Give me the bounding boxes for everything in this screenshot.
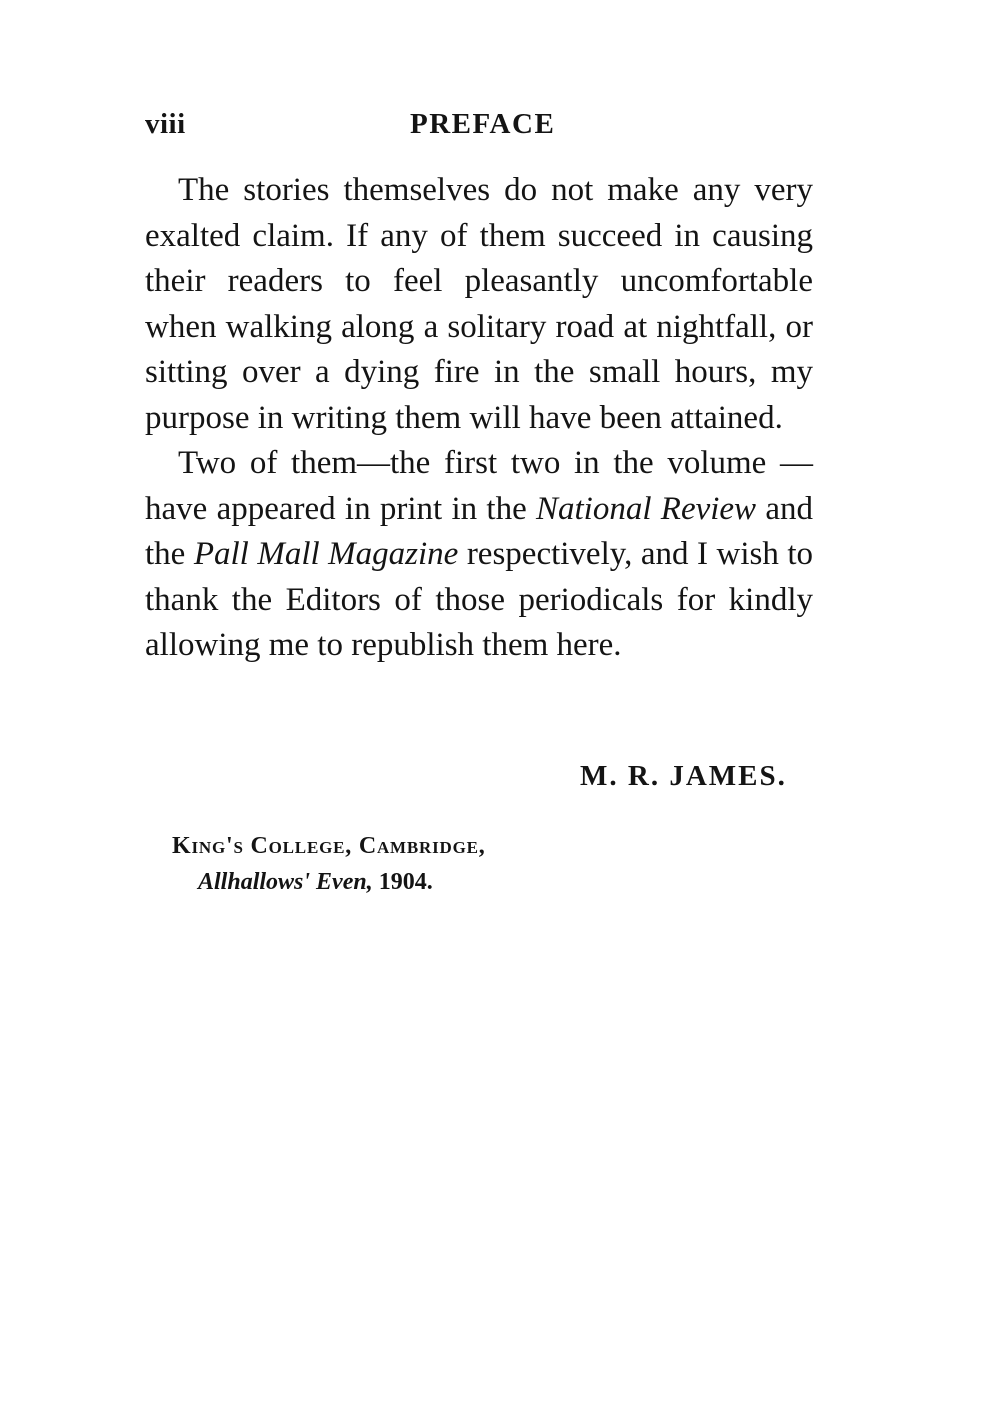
paragraph-2 (145, 441, 813, 669)
preface-body (145, 168, 813, 669)
dateline-year: 1904. (378, 869, 433, 895)
paragraph-2-text-c: respectively, and I wish to thank the Editors of those periodicals for kindly allowing me to republish them here. (145, 536, 814, 663)
dateline-place: King's College, Cambridge, (172, 833, 486, 859)
dateline-date (172, 864, 486, 900)
running-title: PREFACE (410, 108, 556, 140)
paragraph-2-text-b: and the (145, 490, 813, 572)
paragraph-2-text-a: Two of them—the first two in the volume —have appeared in print in the (145, 445, 813, 527)
dateline-occasion: Allhallows' Even, (198, 869, 373, 895)
running-head (145, 108, 813, 148)
publication-title-national-review: National Review (536, 490, 757, 527)
dateline (172, 828, 486, 900)
page-number: viii (145, 108, 186, 140)
author-signature: M. R. JAMES. (580, 760, 787, 792)
paragraph-1: The stories themselves do not make any very exalted claim. If any of them succeed in causing their readers to feel pleasantly uncomfortable when walking along a solitary road at nightfall, or sitting over a dying fire in the small hours, my purpose in writing them will have been attained. (145, 172, 813, 436)
publication-title-pall-mall-magazine: Pall Mall Magazine (193, 536, 459, 572)
